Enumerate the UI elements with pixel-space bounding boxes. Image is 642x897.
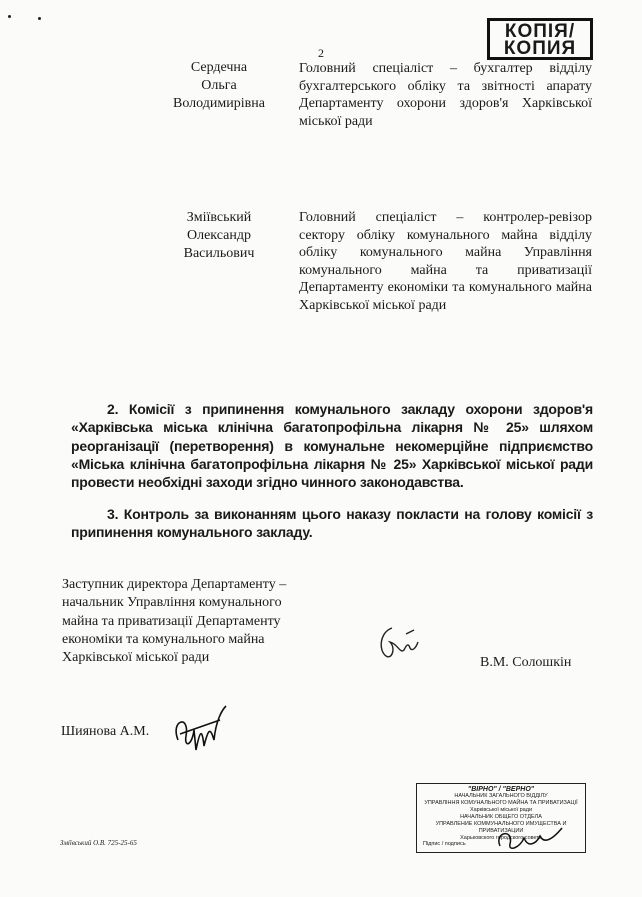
- signatory-title: [62, 576, 332, 667]
- paragraph-3: [71, 505, 593, 542]
- member-first-name: Ольга: [201, 78, 237, 93]
- member-surname: Зміївський: [186, 210, 252, 225]
- signatory-title-line: начальник Управління комунального: [62, 595, 282, 611]
- copy-stamp-line1: КОПІЯ/: [504, 21, 576, 42]
- stamp-header: "ВІРНО" / "ВЕРНО": [467, 786, 535, 793]
- signatory-title-line: Харківської міської ради: [62, 650, 210, 666]
- member-patronymic: Васильович: [183, 246, 255, 261]
- stamp-line: НАЧАЛЬНИК ОБЩЕГО ОТДЕЛА: [460, 814, 542, 820]
- stamp-line: Харківської міської ради: [469, 807, 533, 813]
- member-name: [173, 209, 265, 263]
- member-position: Головний спеціаліст – контролер-ревізор сектору обліку комунального майна відділу обліку комунального майна Управління комунального майна та приватизації Департаменту економіки та комунального майна Харківської міської ради: [299, 210, 592, 313]
- copy-stamp: [487, 18, 593, 60]
- member-first-name: Олександр: [187, 228, 251, 243]
- signer-name: В.М. Солошкін: [480, 655, 572, 670]
- copy-stamp-line2: КОПИЯ: [503, 38, 577, 59]
- paragraph-3-text: 3. Контроль за виконанням цього наказу покласти на голову комісії з припинення комунального закладу.: [71, 506, 593, 541]
- stamp-signature-label: Підпис / подпись: [423, 841, 466, 847]
- signatory-title-line: Заступник директора Департаменту –: [62, 577, 287, 592]
- certifier-signature: [160, 700, 240, 770]
- stamp-line: Харьковского городского совета: [460, 835, 542, 841]
- signatory-title-line: майна та приватизації Департаменту: [62, 613, 281, 629]
- page-number: 2: [318, 46, 324, 60]
- member-position: Головний спеціаліст – бухгалтер відділу бухгалтерського обліку та звітності апарату Департаменту охорони здоров'я Харківської міської ради: [299, 61, 592, 129]
- member-name: [173, 59, 265, 113]
- certifier-name: Шиянова А.М.: [61, 724, 150, 739]
- stamp-line: НАЧАЛЬНИК ЗАГАЛЬНОГО ВІДДІЛУ: [454, 793, 548, 799]
- member-surname: Сердечна: [190, 60, 248, 75]
- executor-footer: Зміївський О.В. 725-25-65: [60, 839, 137, 847]
- stamp-line: УПРАВЛЕНИЕ КОММУНАЛЬНОГО ИМУЩЕСТВА И ПРИВАТИЗАЦИИ: [435, 821, 567, 834]
- paragraph-2-text: 2. Комісії з припинення комунального закладу охорони здоров'я «Харківська міська клінічна багатопрофільна лікарня № 25» шляхом реорганізації (перетворення) в комунальне некомерційне підприємство «Міська клінічна багатопрофільна лікарня № 25» Харківської міської ради провести необхідні заходи згідно чинного законодавства.: [71, 401, 593, 491]
- stamp-signature: [490, 818, 570, 858]
- paragraph-2: [71, 400, 593, 491]
- stamp-line: УПРАВЛІННЯ КОМУНАЛЬНОГО МАЙНА ТА ПРИВАТИЗАЦІЇ: [424, 800, 578, 806]
- scan-marks: [8, 14, 48, 22]
- member-patronymic: Володимирівна: [173, 96, 265, 111]
- director-signature: [370, 618, 430, 668]
- signatory-title-line: економіки та комунального майна: [62, 631, 265, 647]
